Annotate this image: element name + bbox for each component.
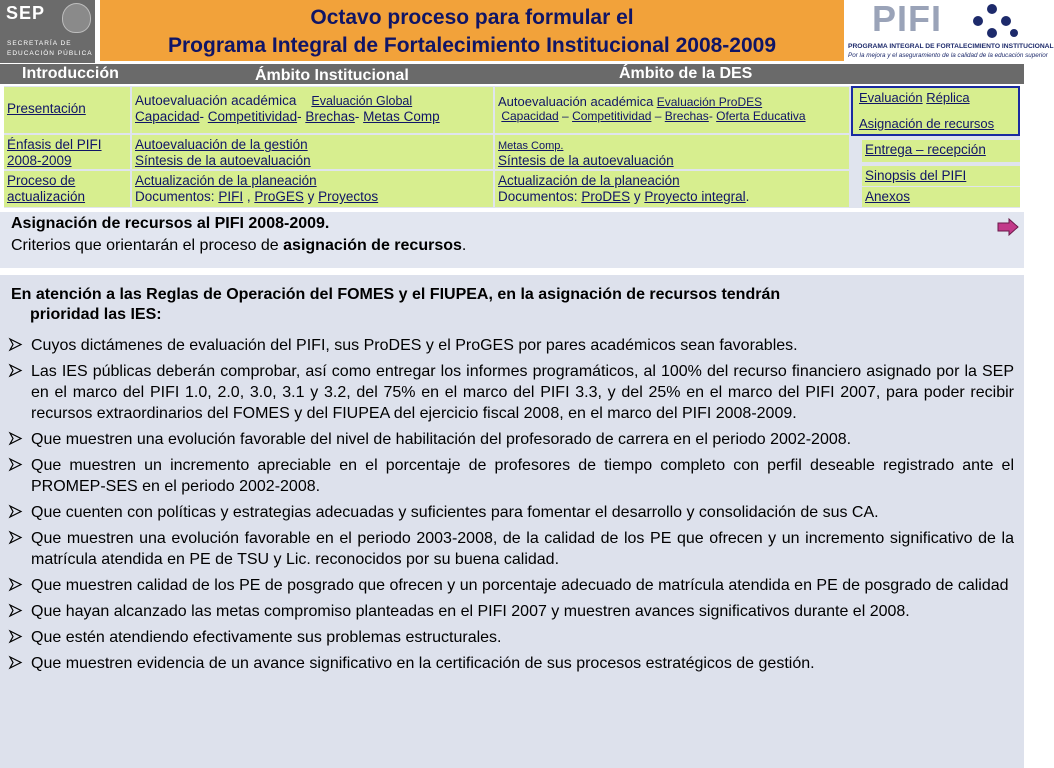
sep-logo-sub2: EDUCACIÓN PÚBLICA [7,50,93,57]
link-inst-autoevaluacion[interactable]: Autoevaluación académica [135,93,297,108]
grid-cell-evaluacion [853,88,1018,108]
link-evaluacion-global[interactable]: Evaluación Global [311,94,413,108]
link-des-metas[interactable]: Metas Comp. [498,140,564,152]
list-item: Que muestren calidad de los PE de posgrado que ofrecen y un porcentaje adecuado de matrícula atendida en PE de posgrado de calidad [9,575,1014,596]
grid-cell-inst-planeacion: Actualización de la planeación Documentos: PIFI , ProGES y Proyectos [132,171,493,207]
grid-cell-inst-gestion [132,135,493,169]
page-title-line2: Programa Integral de Fortalecimiento Institucional 2008-2009 [167,34,777,57]
bullet-arrow-icon [9,429,23,450]
section-subtitle: Criterios que orientarán el proceso de asignación de recursos. [11,237,467,254]
link-enfasis[interactable]: Énfasis del PIFI 2008-2009 [7,137,102,168]
link-evaluacion[interactable]: Evaluación [859,90,923,105]
link-replica[interactable]: Réplica [926,90,970,105]
list-item: Que muestren una evolución favorable del nivel de habilitación del profesorado de carrera en el periodo 2002-2008. [9,429,1014,450]
nav-ambito-institucional[interactable]: Ámbito Institucional [255,67,409,84]
list-item: Cuyos dictámenes de evaluación del PIFI, sus ProDES y el ProGES por pares académicos sean favorables. [9,335,1014,356]
list-item: Que estén atendiendo efectivamente sus problemas estructurales. [9,627,1014,648]
link-proges[interactable]: ProGES [254,189,304,204]
grid-cell-des-autoevaluacion: Autoevaluación académica Evaluación ProDES Capacidad – Competitividad – Brechas- Oferta Educativa [495,87,849,133]
grid-cell-inst-autoevaluacion: Autoevaluación académica Evaluación Global Capacidad- Competitividad- Brechas- Metas Comp [132,87,493,133]
link-autoevaluacion-gestion[interactable]: Autoevaluación de la gestión [135,137,308,152]
content-panel [0,275,1024,768]
pifi-logo-sub1: PROGRAMA INTEGRAL DE FORTALECIMIENTO INSTITUCIONAL [848,43,1054,50]
pifi-logo [846,0,1054,63]
section-header [0,212,1024,268]
bullet-arrow-icon [9,502,23,523]
section-navbar [0,64,1024,84]
link-sinopsis[interactable]: Sinopsis del PIFI [865,168,967,183]
page-title-line1: Octavo proceso para formular el [310,6,634,29]
grid-cell-des-sintesis [495,135,849,169]
grid-cell-enfasis [4,135,130,169]
list-item: Que muestren un incremento apreciable en el porcentaje de profesores de tiempo completo con perfil deseable registrado ante el PROMEP-SES en el periodo 2002-2008. [9,455,1014,497]
list-item: Que cuenten con políticas y estrategias adecuadas y suficientes para fomentar el desarrollo y consolidación de sus CA. [9,502,1014,523]
grid-cell-presentacion [4,87,130,133]
grid-cell-entrega [862,140,1020,162]
section-subtitle-plain: Criterios que orientarán el proceso de [11,237,279,254]
section-subtitle-bold: asignación de recursos [283,237,462,254]
sep-logo-sub1: SECRETARÍA DE [7,40,72,47]
link-pifi[interactable]: PIFI [218,189,244,204]
bullet-arrow-icon [9,361,23,382]
title-box [100,0,844,61]
nav-introduccion[interactable]: Introducción [22,65,119,82]
grid-cell-asignacion [853,108,1018,134]
pifi-dots-icon [964,3,1020,39]
list-item: Que muestren una evolución favorable en el periodo 2003-2008, de la calidad de los PE que ofrecen y un incremento significativo de la matrícula atendida en PE de TSU y Lic. reconocidos por su buena calidad. [9,528,1014,570]
link-des-autoevaluacion[interactable]: Autoevaluación académica [498,94,654,109]
link-entrega-recepcion[interactable]: Entrega – recepción [865,142,986,157]
link-inst-actualizacion[interactable]: Actualización de la planeación [135,173,317,188]
pifi-logo-word: PIFI [872,0,943,39]
next-arrow-icon[interactable] [998,219,1018,235]
bullet-arrow-icon [9,528,23,549]
link-inst-metas[interactable]: Metas Comp [363,109,440,124]
list-item: Que hayan alcanzado las metas compromiso planteadas en el PIFI 2007 y muestren avances significativos durante el 2008. [9,601,1014,622]
list-item: Que muestren evidencia de un avance significativo en la certificación de sus procesos estratégicos de gestión. [9,653,1014,674]
link-des-sintesis[interactable]: Síntesis de la autoevaluación [498,153,674,168]
grid-cell-sinopsis [862,166,1020,186]
list-item: Las IES públicas deberán comprobar, así como entregar los informes programáticos, al 100% del recurso financiero asignado por la SEP en el marco del PIFI 1.0, 2.0, 3.0, 3.1 y 3.2, del 75% en el marco del PIFI 3.3, y del 25% en el marco del PIFI 2007, para poder recibir recursos extraordinarios del FOMES y del FIUPEA del ejercicio fiscal 2008, en el marco del PIFI 2008-2009. [9,361,1014,424]
link-asignacion-recursos[interactable]: Asignación de recursos [859,116,995,131]
link-inst-capacidad[interactable]: Capacidad [135,109,200,124]
link-des-actualizacion[interactable]: Actualización de la planeación [498,173,680,188]
lead-line1: En atención a las Reglas de Operación del FOMES y el FIUPEA, en la asignación de recursos tendrán [11,286,781,303]
des-documentos-label: Documentos: [498,189,578,204]
link-inst-sintesis[interactable]: Síntesis de la autoevaluación [135,153,311,168]
bullet-arrow-icon [9,335,23,356]
highlighted-menu-box [851,86,1020,136]
link-proyecto-integral[interactable]: Proyecto integral [644,189,746,204]
header [0,0,1054,63]
coat-of-arms-icon [62,3,91,33]
link-inst-brechas[interactable]: Brechas [305,109,355,124]
link-proceso[interactable]: Proceso de actualización [7,173,86,204]
link-proyectos[interactable]: Proyectos [318,189,379,204]
nav-ambito-des[interactable]: Ámbito de la DES [619,65,753,82]
criteria-list [9,335,1014,679]
sep-logo [0,0,95,63]
bullet-arrow-icon [9,455,23,476]
link-des-competitividad[interactable]: Competitividad [572,109,652,123]
link-evaluacion-prodes[interactable]: Evaluación ProDES [656,95,763,109]
inst-documentos-label: Documentos: [135,189,215,204]
bullet-arrow-icon [9,575,23,596]
section-title: Asignación de recursos al PIFI 2008-2009. [11,215,330,232]
link-anexos[interactable]: Anexos [865,189,911,204]
bullet-arrow-icon [9,653,23,674]
pifi-logo-sub2: Por la mejora y el aseguramiento de la calidad de la educación superior [848,52,1048,59]
bullet-arrow-icon [9,601,23,622]
link-prodes[interactable]: ProDES [581,189,631,204]
link-presentacion[interactable]: Presentación [7,101,86,116]
sep-logo-mark: SEP [6,3,46,23]
link-inst-competitividad[interactable]: Competitividad [207,109,298,124]
link-oferta-educativa[interactable]: Oferta Educativa [716,109,806,123]
bullet-arrow-icon [9,627,23,648]
lead-line2: prioridad las IES: [30,306,162,323]
lead-paragraph [11,285,1014,325]
grid-cell-proceso [4,171,130,207]
link-des-capacidad[interactable]: Capacidad [501,109,559,123]
link-des-brechas[interactable]: Brechas [664,109,709,123]
grid-cell-anexos [862,187,1020,207]
grid-cell-des-planeacion: Actualización de la planeación Documentos: ProDES y Proyecto integral. [495,171,849,207]
